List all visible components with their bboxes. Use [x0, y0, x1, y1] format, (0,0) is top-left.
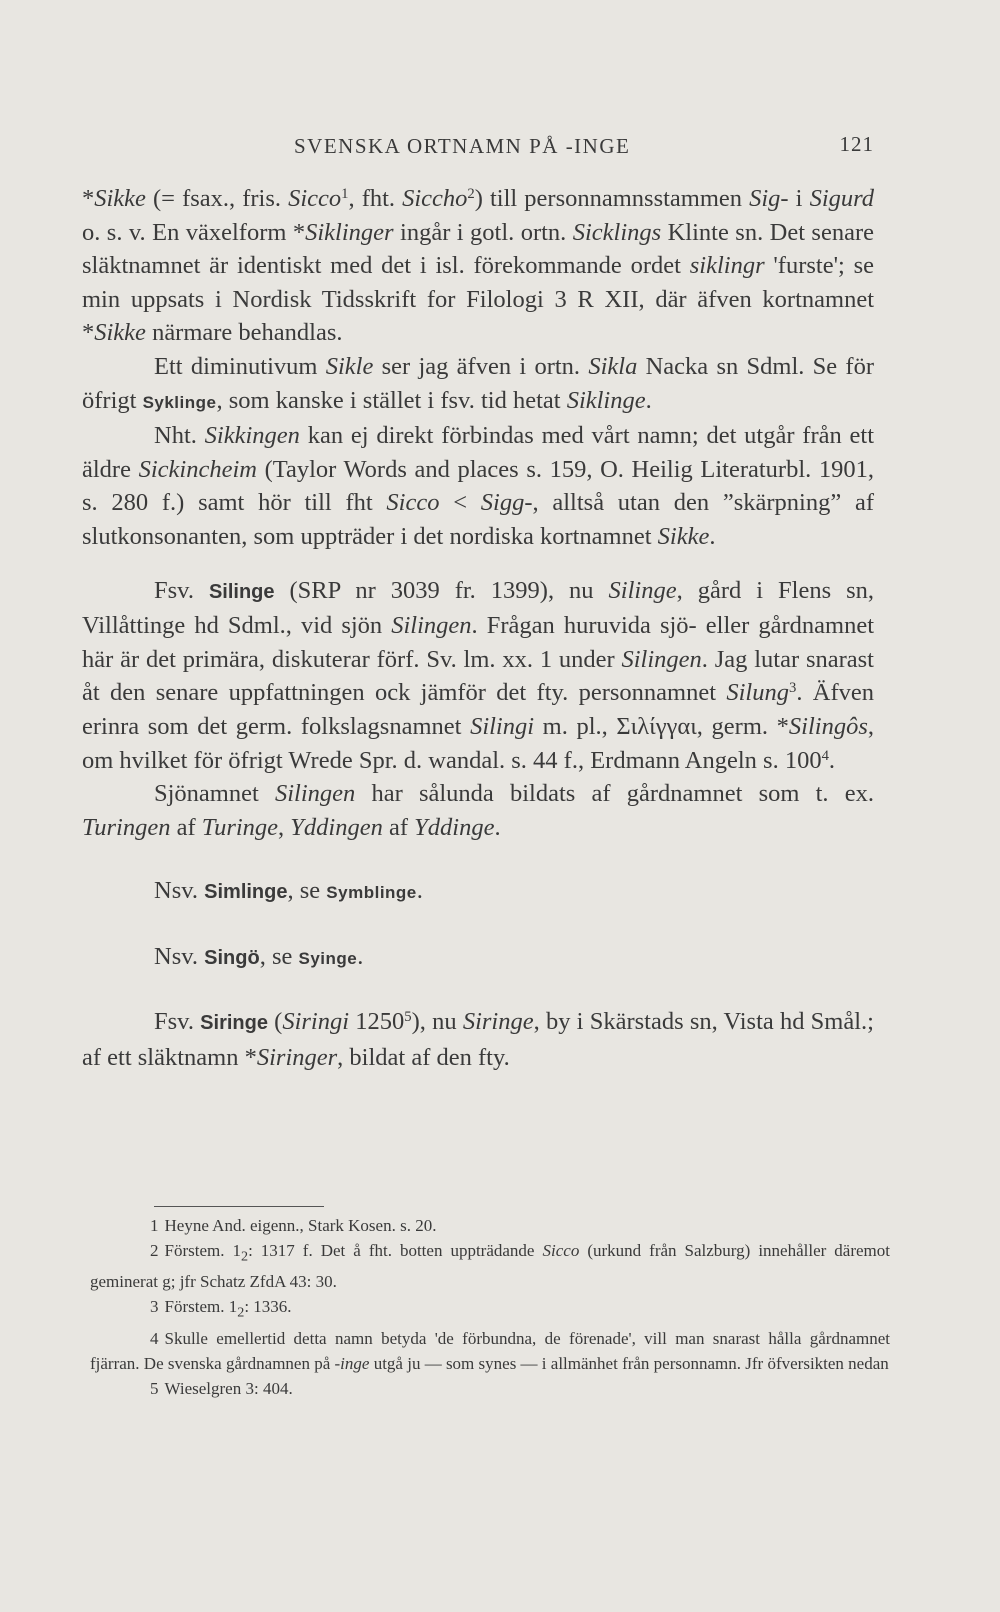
- text: *: [82, 185, 95, 212]
- italic-term: Sickincheim: [138, 455, 257, 483]
- footnote-ref: 4: [821, 747, 829, 764]
- italic-term: Silung: [726, 679, 789, 707]
- paragraph-sikke: [82, 182, 874, 350]
- text: ) till personnamnsstammen: [474, 185, 750, 212]
- entry-headword: Siringe: [200, 1012, 268, 1035]
- text: , som kanske i stället i fsv. tid hetat: [216, 386, 567, 414]
- text: ser jag äfven i ortn.: [373, 352, 589, 380]
- footnote-number: 1: [150, 1216, 159, 1235]
- italic-term: Turingen: [82, 813, 171, 841]
- italic-term: Sikke: [657, 522, 710, 550]
- subscript: 2: [237, 1304, 245, 1321]
- text: , alltså utan den ”skärpning” af slutkonsonanten, som uppträder i det nordiska kortnamnet: [82, 489, 874, 550]
- text: .: [828, 746, 836, 774]
- text: .: [357, 942, 364, 970]
- running-title: SVENSKA ORTNAMN PÅ -INGE: [294, 134, 631, 158]
- footnote-text: utgå ju — som synes — i allmänhet från personnamn. Jfr öfversikten nedan: [369, 1353, 889, 1373]
- footnote-3: [90, 1294, 890, 1325]
- text: Fsv.: [154, 1008, 201, 1036]
- footnote-ref: 5: [404, 1009, 412, 1026]
- italic-term: Sicklings: [572, 218, 662, 246]
- text: ,: [278, 813, 291, 841]
- footnote-4: [90, 1326, 890, 1376]
- footnote-number: 3: [150, 1297, 159, 1317]
- text: 1250: [349, 1008, 405, 1036]
- footnote-2: [90, 1238, 890, 1294]
- text: af: [170, 813, 202, 841]
- text: ingår i gotl. ortn.: [393, 218, 573, 246]
- paragraph-sjonamnet: [82, 777, 874, 844]
- text: (= fsax., fris.: [145, 185, 289, 212]
- italic-term: Turinge: [201, 813, 279, 841]
- paragraph-sikkingen: [82, 419, 874, 553]
- text: Nht.: [154, 422, 205, 450]
- text: .: [494, 813, 501, 841]
- italic-term: Sicco: [386, 489, 440, 517]
- italic-term: Siklinge: [566, 386, 646, 414]
- footnote-text: : 1317 f. Det å fht. botten uppträdande: [248, 1241, 543, 1260]
- footnote-text: : 1336.: [244, 1297, 292, 1317]
- text: .: [645, 386, 652, 414]
- text: kan ej direkt förbindas med vårt namn; det utgår från ett äldre: [82, 422, 875, 483]
- entry-headword: Singö: [204, 946, 260, 969]
- text: m. pl., Σιλίγγαι, germ. *: [534, 712, 789, 740]
- text: 'furste'; se min uppsats i Nordisk Tidsskrift for Filologi 3 R XII, där äfven kortnamnet *: [82, 252, 875, 347]
- italic-term: Siccho: [402, 185, 468, 212]
- text: . Äfven erinra som det germ. folkslagsnamnet: [82, 679, 874, 740]
- italic-term: Sicco: [288, 185, 342, 212]
- text: (SRP nr 3039 fr. 1399), nu: [274, 576, 609, 604]
- footnote-1: [90, 1213, 890, 1238]
- footnote-text: (urkund från Salzburg) innehåller däremot geminerat g; jfr Schatz ZfdA 43: 30.: [90, 1241, 891, 1292]
- italic-term: Siringi: [282, 1008, 350, 1036]
- footnote-text: Skulle emellertid detta namn betyda 'de förbundna, de förenade', vill man snarast hålla gårdnamnet fjärran. De svenska gårdnamnen på: [90, 1328, 890, 1373]
- entry-singo: [82, 940, 874, 976]
- entry-headword: Silinge: [208, 580, 275, 603]
- page-number: 121: [839, 132, 874, 156]
- text: , se: [259, 942, 299, 970]
- text: Ett diminutivum: [154, 352, 326, 380]
- italic-term: Silingi: [470, 712, 535, 740]
- italic-term: Siringe: [462, 1008, 534, 1036]
- italic-term: Sigurd: [809, 185, 874, 212]
- text: (Taylor Words and places s. 159, O. Heilig Literaturbl. 1901, s. 280 f.) samt hör till fht: [82, 455, 875, 517]
- footnote-text: Förstem. 1: [164, 1241, 241, 1260]
- page-header: [82, 130, 874, 170]
- italic-term: Sikle: [325, 352, 374, 380]
- cross-reference: Syklinge: [142, 392, 217, 412]
- footnote-text: Wieselgren 3: 404.: [164, 1378, 293, 1398]
- cross-reference: Symblinge: [326, 883, 417, 903]
- paragraph-sikle: [82, 350, 874, 419]
- text: .: [416, 877, 423, 905]
- text: Nacka sn Sdml. Se för öfrigt: [82, 352, 874, 414]
- body-text: [82, 182, 874, 1075]
- footnote-number: 2: [150, 1241, 159, 1260]
- text: i: [788, 185, 810, 212]
- text: , gård i Flens sn, Villåttinge hd Sdml., vid sjön: [82, 576, 874, 640]
- text: , fht.: [348, 185, 403, 212]
- italic-term: Silingen: [391, 612, 472, 640]
- italic-term: Yddingen: [290, 813, 383, 841]
- italic-term: -inge: [334, 1353, 370, 1373]
- italic-term: Sikkingen: [204, 422, 300, 450]
- italic-term: Sicco: [542, 1241, 580, 1260]
- footnotes: [90, 1213, 890, 1401]
- text: Klinte sn. Det senare släktnamnet är identiskt med det i isl. förekommande ordet: [82, 218, 874, 280]
- italic-term: Sigg-: [480, 489, 533, 517]
- italic-term: Silinge: [608, 576, 677, 604]
- italic-term: Sig-: [749, 185, 789, 212]
- text: ), nu: [411, 1008, 463, 1036]
- text: Sjönamnet: [154, 780, 275, 808]
- footnote-number: 5: [150, 1378, 159, 1398]
- text: Nsv.: [154, 877, 205, 905]
- text: .: [709, 522, 716, 550]
- footnote-ref: 2: [467, 185, 475, 202]
- italic-term: siklingr: [689, 252, 765, 280]
- italic-term: Siklinger: [305, 218, 394, 246]
- text: närmare behandlas.: [145, 319, 343, 347]
- footnote-5: [90, 1376, 890, 1401]
- footnote-ref: 3: [788, 680, 797, 697]
- italic-term: Sikla: [588, 352, 638, 380]
- text: , se: [287, 877, 327, 905]
- italic-term: Yddinge: [414, 813, 495, 841]
- text: . Frågan huruvida sjö- eller gårdnamnet här är det primära, diskuterar förf. Sv. lm. xx. 1 under: [82, 612, 875, 673]
- text: . Jag lutar snarast åt den senare uppfattningen ock jämför det fty. personnamnet: [82, 645, 874, 707]
- footnote-divider: [154, 1206, 324, 1207]
- text: <: [439, 489, 481, 517]
- text: o. s. v. En växelform *: [82, 218, 306, 246]
- headword: Sikke: [94, 185, 146, 212]
- text: (: [267, 1008, 283, 1036]
- text: , om hvilket för öfrigt Wrede Spr. d. wandal. s. 44 f., Erdmann Angeln s. 100: [82, 712, 874, 774]
- italic-term: Sikke: [94, 319, 146, 347]
- italic-term: Silingen: [275, 780, 356, 808]
- text: , bildat af den fty.: [337, 1044, 510, 1072]
- italic-term: Silingen: [621, 645, 702, 673]
- italic-term: Siringer: [256, 1044, 338, 1072]
- footnote-text: Heyne And. eigenn., Stark Kosen. s. 20.: [164, 1216, 437, 1235]
- text: Nsv.: [154, 942, 205, 970]
- footnote-number: 4: [150, 1328, 159, 1348]
- entry-siringe: [82, 1005, 874, 1074]
- footnote-ref: 1: [341, 185, 349, 202]
- italic-term: Silingôs: [788, 712, 868, 740]
- text: af: [382, 813, 415, 841]
- text: har sålunda bildats af gårdnamnet som t. ex.: [355, 780, 875, 808]
- entry-headword: Simlinge: [204, 881, 288, 904]
- entry-simlinge: [82, 874, 874, 910]
- text: , by i Skärstads sn, Vista hd Smål.; af ett släktnamn *: [82, 1008, 874, 1072]
- entry-silinge: [82, 574, 874, 778]
- subscript: 2: [240, 1248, 249, 1265]
- footnote-text: Förstem. 1: [164, 1297, 238, 1317]
- cross-reference: Syinge: [298, 948, 358, 968]
- text: Fsv.: [154, 576, 209, 604]
